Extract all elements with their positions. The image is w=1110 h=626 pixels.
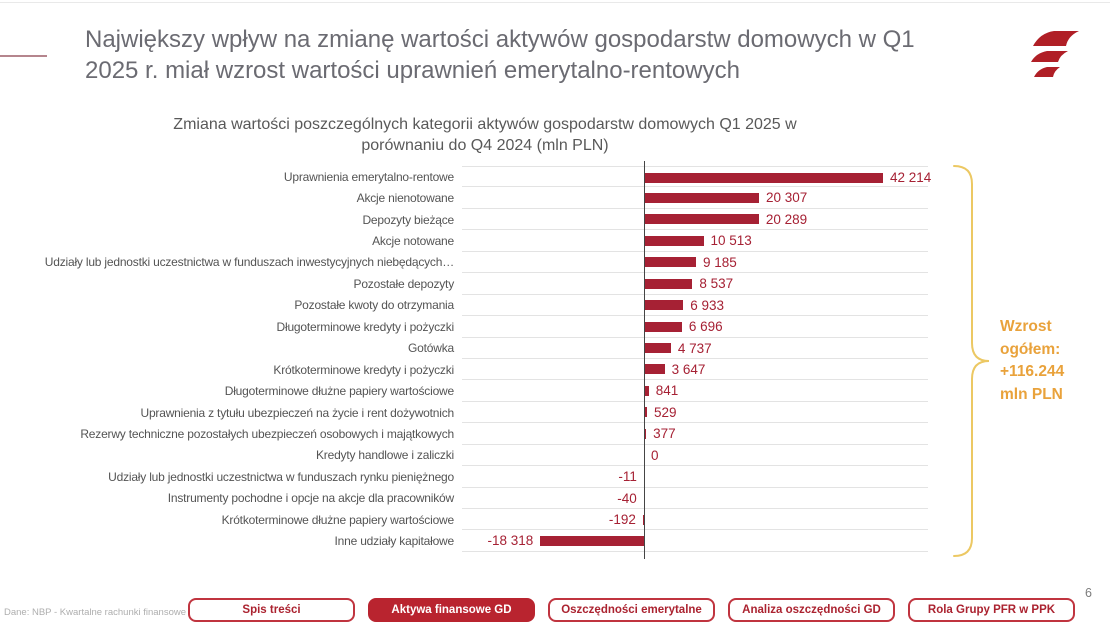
value-label: -18 318	[487, 533, 534, 549]
plot-cell	[462, 423, 928, 444]
bar	[644, 193, 759, 203]
category-label-text: Długoterminowe dłużne papiery wartościowe	[224, 384, 454, 399]
category-label	[20, 273, 462, 294]
value-label: 529	[653, 404, 677, 420]
chart-row	[20, 423, 928, 444]
bar-chart	[20, 166, 932, 552]
category-label-text: Pozostałe kwoty do otrzymania	[294, 298, 454, 313]
category-label-text: Gotówka	[408, 341, 454, 356]
plot-cell	[462, 338, 928, 359]
plot-cell	[462, 445, 928, 466]
value-label: -11	[618, 469, 637, 485]
pfr-logo-stripe-top	[1033, 31, 1079, 46]
annotation-line: Wzrost	[1000, 318, 1052, 335]
category-label	[20, 316, 462, 337]
category-label-text: Rezerwy techniczne pozostałych ubezpieczeń osobowych i majątkowych	[80, 426, 454, 441]
nav-button-1[interactable]: Spis treści	[188, 598, 355, 622]
chart-row	[20, 509, 928, 530]
title-accent-line	[0, 55, 47, 57]
slide-top-rule	[0, 2, 1110, 3]
chart-row	[20, 295, 928, 316]
category-label-text: Depozyty bieżące	[362, 212, 454, 227]
annotation-line: ogółem:	[1000, 340, 1061, 358]
plot-cell	[462, 295, 928, 316]
chart-row	[20, 488, 928, 509]
category-label	[20, 445, 462, 466]
plot-cell	[462, 252, 928, 273]
pfr-logo-stripe-middle	[1031, 51, 1068, 62]
chart-row	[20, 530, 928, 551]
source-note: Dane: NBP - Kwartalne rachunki finansowe	[4, 607, 187, 618]
plot-cell	[462, 187, 928, 208]
category-label	[20, 230, 462, 251]
category-label	[20, 423, 462, 444]
nav-button-5[interactable]: Rola Grupy PFR w PPK	[908, 598, 1075, 622]
category-label	[20, 166, 462, 187]
plot-cell	[462, 380, 928, 401]
bottom-nav	[188, 598, 1075, 622]
total-brace	[946, 164, 992, 558]
value-label: 6 696	[688, 319, 723, 335]
page-number: 6	[1085, 586, 1092, 600]
category-label-text: Kredyty handlowe i zaliczki	[316, 448, 454, 463]
category-label	[20, 488, 462, 509]
plot-cell	[462, 466, 928, 487]
category-label-text: Akcje nienotowane	[356, 191, 454, 206]
plot-cell	[462, 209, 928, 230]
category-label-text: Udziały lub jednostki uczestnictwa w funduszach rynku pieniężnego	[108, 469, 454, 484]
category-label-text: Krótkoterminowe kredyty i pożyczki	[273, 362, 454, 377]
value-label: -192	[608, 512, 636, 527]
total-brace-path	[954, 166, 989, 556]
category-label	[20, 209, 462, 230]
chart-row	[20, 359, 928, 380]
chart-row	[20, 230, 928, 251]
value-label: 9 185	[703, 254, 737, 270]
value-label: 841	[655, 383, 679, 399]
chart-row	[20, 209, 928, 230]
value-label: 10 513	[710, 233, 752, 249]
value-label: 3 647	[671, 361, 706, 377]
value-label: 20 289	[765, 211, 808, 227]
value-label: 42 214	[890, 170, 932, 185]
category-label-text: Uprawnienia emerytalno-rentowe	[283, 169, 454, 184]
pfr-logo	[1030, 30, 1082, 80]
chart-row	[20, 187, 928, 208]
category-label	[20, 466, 462, 487]
chart-row	[20, 466, 928, 487]
category-label	[20, 402, 462, 423]
plot-cell	[462, 316, 928, 337]
value-label: 20 307	[765, 190, 808, 206]
plot-cell	[462, 230, 928, 251]
category-label	[20, 509, 462, 530]
bar	[644, 214, 759, 224]
chart-row	[20, 338, 928, 359]
bar	[644, 173, 883, 183]
plot-cell	[462, 273, 928, 294]
bar	[644, 343, 671, 353]
bar	[644, 364, 665, 374]
bar	[644, 279, 692, 289]
category-label-text: Udziały lub jednostki uczestnictwa w funduszach inwestycyjnych niebędących…	[44, 255, 454, 270]
plot-cell	[462, 402, 928, 423]
bar	[644, 236, 704, 246]
category-label-text: Krótkoterminowe dłużne papiery wartościowe	[221, 512, 454, 527]
category-label-text: Instrumenty pochodne i opcje na akcje dla pracowników	[167, 491, 454, 506]
chart-row	[20, 252, 928, 273]
pfr-logo-stripe-bottom	[1034, 67, 1060, 77]
value-label: -40	[617, 490, 637, 506]
bar	[644, 300, 683, 310]
chart-row	[20, 445, 928, 466]
category-label	[20, 359, 462, 380]
bar	[644, 322, 682, 332]
chart-row	[20, 316, 928, 337]
slide-title: Największy wpływ na zmianę wartości aktywów gospodarstw domowych w Q1 2025 r. miał wzrost wartości uprawnień emerytalno-rentowych	[85, 26, 915, 84]
plot-cell	[462, 530, 928, 551]
zero-axis-line	[644, 161, 645, 559]
annotation-line: +116.244	[1000, 363, 1065, 380]
value-label: 377	[653, 426, 676, 442]
chart-row	[20, 380, 928, 401]
nav-button-4[interactable]: Analiza oszczędności GD	[728, 598, 895, 622]
plot-cell	[462, 509, 928, 530]
category-label-text: Uprawnienia z tytułu ubezpieczeń na życie i rent dożywotnich	[140, 405, 454, 420]
value-label: 0	[651, 447, 659, 463]
category-label	[20, 252, 462, 273]
annotation-line: mln PLN	[1000, 385, 1063, 403]
nav-button-2[interactable]: Aktywa finansowe GD	[368, 598, 535, 622]
bar	[540, 536, 644, 546]
chart-row	[20, 402, 928, 423]
value-label: 8 537	[699, 276, 734, 292]
total-annotation	[1000, 316, 1064, 406]
nav-button-3[interactable]: Oszczędności emerytalne	[548, 598, 715, 622]
category-label	[20, 338, 462, 359]
category-label	[20, 295, 462, 316]
category-label	[20, 187, 462, 208]
category-label	[20, 530, 462, 551]
value-label: 4 737	[677, 340, 712, 356]
category-label-text: Pozostałe depozyty	[353, 276, 454, 291]
chart-row	[20, 166, 932, 187]
chart-title: Zmiana wartości poszczególnych kategorii aktywów gospodarstw domowych Q1 2025 w porównaniu do Q4 2024 (mln PLN)	[173, 116, 797, 154]
chart-row	[20, 273, 928, 294]
plot-cell	[462, 359, 928, 380]
bar	[644, 257, 696, 267]
category-label	[20, 380, 462, 401]
value-label: 6 933	[690, 297, 725, 313]
category-label-text: Akcje notowane	[372, 234, 454, 249]
plot-cell	[462, 488, 928, 509]
category-label-text: Inne udziały kapitałowe	[334, 534, 454, 549]
plot-cell	[462, 166, 932, 187]
category-label-text: Długoterminowe kredyty i pożyczki	[276, 319, 454, 334]
